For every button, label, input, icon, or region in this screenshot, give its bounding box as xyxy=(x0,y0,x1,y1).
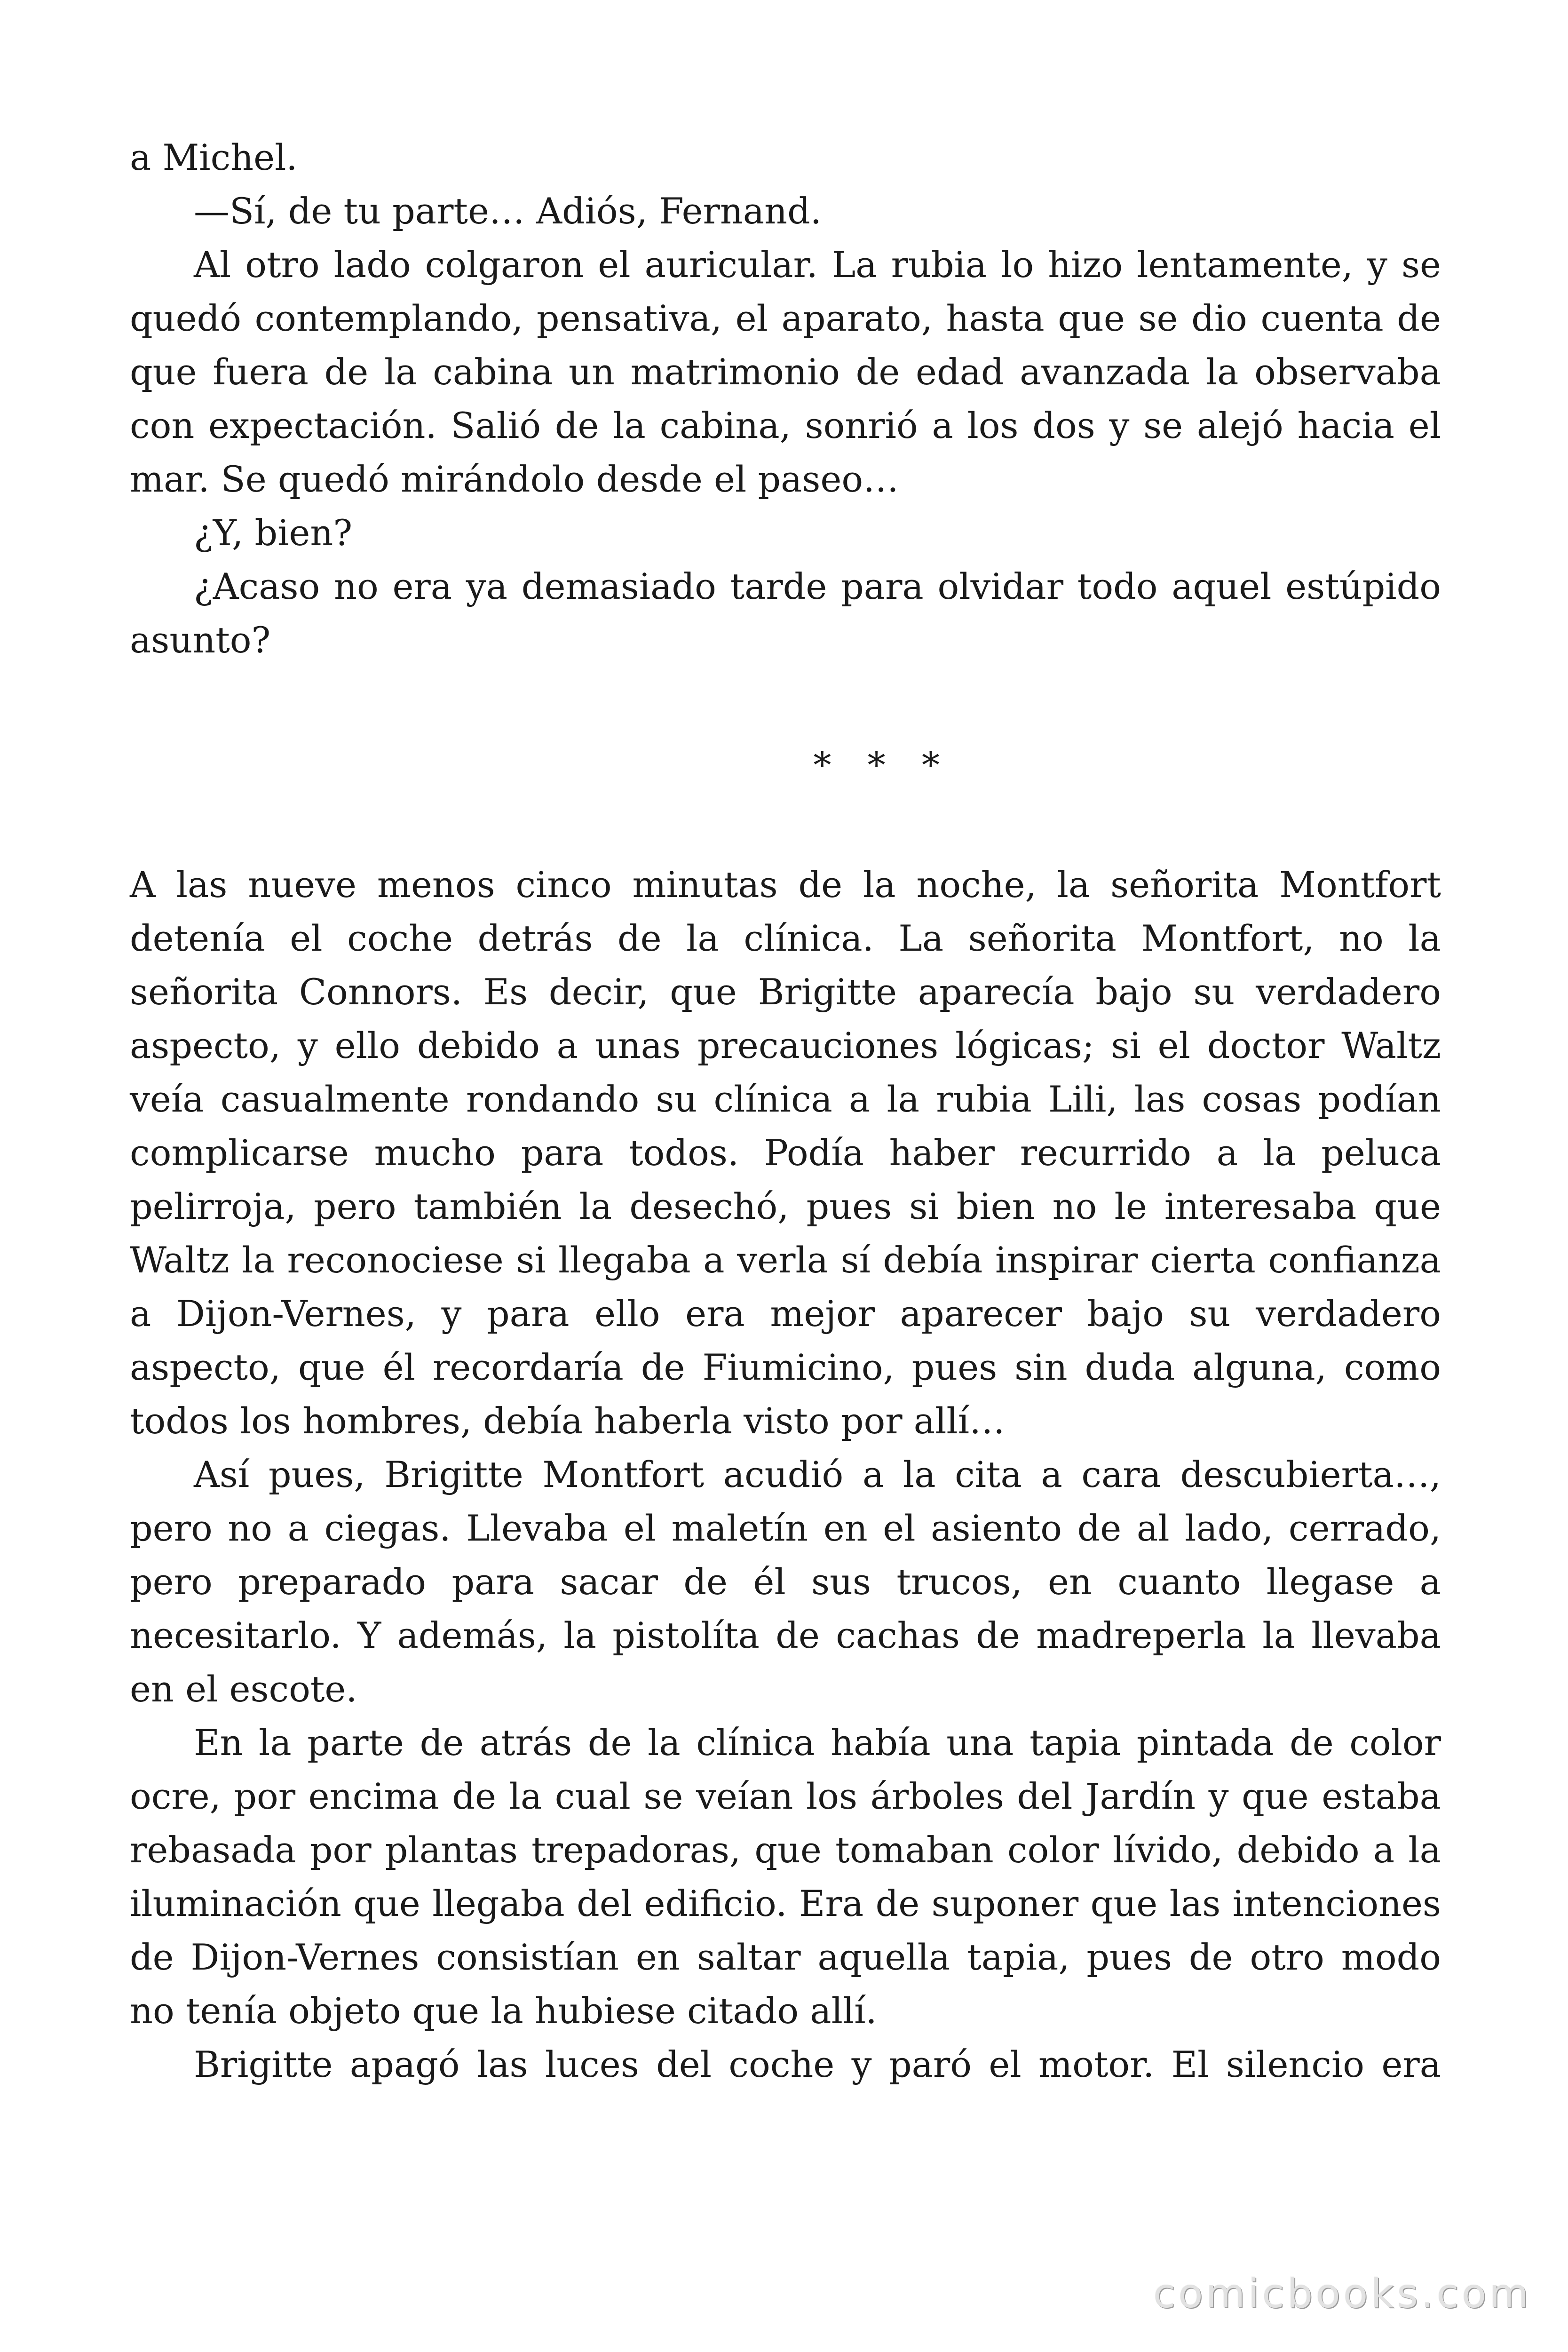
paragraph: En la parte de atrás de la clínica había una tapia pintada de color ocre, por encima de la cual se veían los árboles del Jardín y que estaba rebasada por plantas trepadoras, que tomaban color lívido, debido a la iluminación que llegaba del edificio. Era de suponer que las intenciones de Dijon-Vernes consistían en saltar aquella tapia, pues de otro modo no tenía objeto que la hubiese citado allí. xyxy=(130,1722,1441,2032)
paragraph: A las nueve menos cinco minutas de la noche, la señorita Montfort detenía el coche detrás de la clínica. La señorita Montfort, no la señorita Connors. Es decir, que Brigitte aparecía bajo su verdadero aspecto, y ello debido a unas precauciones lógicas; si el doctor Waltz veía casualmente rondando su clínica a la rubia Lili, las cosas podían complicarse mucho para todos. Podía haber recurrido a la peluca pelirroja, pero también la desechó, pues si bien no le interesaba que Waltz la reconociese si llegaba a verla sí debía inspirar cierta confianza a Dijon-Vernes, y para ello era mejor aparecer bajo su verdadero aspecto, que él recordaría de Fiumicino, pues sin duda alguna, como todos los hombres, debía haberla visto por allí… xyxy=(130,864,1441,1442)
paragraph: ¿Acaso no era ya demasiado tarde para olvidar todo aquel estúpido asunto? xyxy=(130,565,1441,661)
paragraph: Brigitte apagó las luces del coche y paró el motor. El silencio era xyxy=(194,2043,1441,2085)
section-separator: * * * xyxy=(813,744,952,786)
paragraph: ¿Y, bien? xyxy=(194,512,353,554)
paragraph: —Sí, de tu parte… Adiós, Fernand. xyxy=(194,190,822,232)
paragraph: Así pues, Brigitte Montfort acudió a la cita a cara descubierta…, pero no a ciegas. Llevaba el maletín en el asiento de al lado, cerrado, pero preparado para sacar de él sus trucos, en cuanto llegase a necesitarlo. Y además, la pistolíta de cachas de madreperla la llevaba en el escote. xyxy=(130,1454,1441,1710)
paragraph: a Michel. xyxy=(130,136,298,178)
top-text-block xyxy=(130,131,1441,667)
watermark: comicbooks.com xyxy=(1153,2270,1531,2317)
bottom-text-block xyxy=(130,858,1441,2091)
paragraph: Al otro lado colgaron el auricular. La rubia lo hizo lentamente, y se quedó contemplando, pensativa, el aparato, hasta que se dio cuenta de que fuera de la cabina un matrimonio de edad avanzada la observaba con expectación. Salió de la cabina, sonrió a los dos y se alejó hacia el mar. Se quedó mirándolo desde el paseo… xyxy=(130,244,1441,500)
